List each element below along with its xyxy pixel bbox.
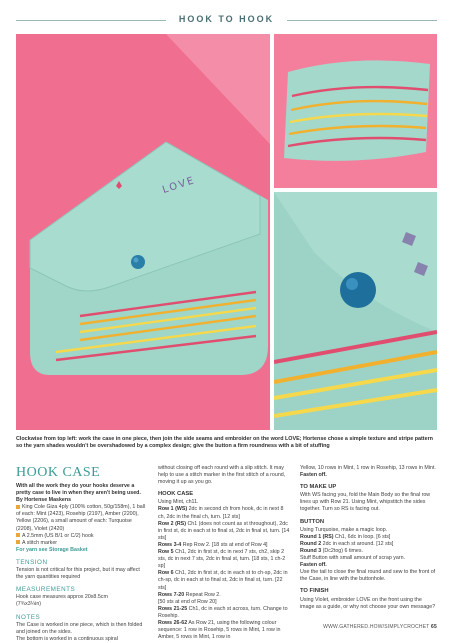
hook-case-illustration — [16, 34, 270, 430]
pattern-row: Round 2 2dc in each st around. [12 sts] — [300, 540, 394, 547]
pattern-row: Rows 7-20 Repeat Row 2. — [158, 591, 221, 598]
photo-case-closed — [274, 34, 437, 188]
pattern-row: Using Turquoise, make a magic loop. — [300, 526, 388, 533]
pattern-row: Rows 26-62 As Row 21, using the following colour sequence: 1 row in Rosehip, 5 rows in Mint, 1 row in Amber, 5 rows in Mint, 1 row in — [158, 619, 281, 641]
bullet-swatch-icon — [16, 540, 20, 544]
pattern-row: Row 1 (WS) 2dc in second ch from hook, dc in next 8 ch, 2dc in the final ch, turn. [12 sts] — [158, 506, 284, 520]
column-lead: without closing off each round with a slip stitch. It may help to use a stitch marker in the first stitch of a round, moving it up as you go. — [158, 465, 286, 486]
measurements-text: Hook case measures approx 20x8.5cm — [16, 594, 108, 601]
notes-text-2: The bottom is worked in a continuous spiral — [16, 635, 118, 642]
tension-heading: TENSION — [16, 558, 48, 566]
header-rule-right — [287, 20, 437, 21]
measurements-heading: MEASUREMENTS — [16, 586, 76, 594]
column-2 — [158, 465, 290, 641]
pattern-row: Row 2 (RS) Ch1 (does not count as st throughout), 2dc in first st, dc in each st to final st, 2dc in final st, turn. [14 sts] — [158, 520, 290, 541]
notes-heading: NOTES — [16, 613, 41, 621]
pattern-row: Using Mint, ch11. — [158, 499, 199, 506]
page-header — [0, 14, 453, 28]
material-item: A stitch marker — [16, 540, 147, 547]
material-item: A 2.5mm (US B/1 or C/2) hook — [16, 533, 147, 540]
column-3 — [300, 465, 437, 611]
photo-caption: Clockwise from top left: work the case in one piece, then join the side seams and embroider on the word LOVE; Hortense chose a simple texture and stripe pattern so the yarn shades wouldn't be overshadowed by a complex design; give the button a firm roundness with a bit of stuffing — [16, 436, 433, 450]
to-finish-heading: TO FINISH — [300, 588, 329, 595]
fasten-off: Fasten off. — [300, 562, 327, 569]
embroidered-word-love: LOVE — [161, 175, 197, 196]
material-item: King Cole Giza 4ply (100% cotton, 50g/158m), 1 ball of each: Mint (2423), Rosehip (2197), Amber (2200), Yellow (2206), a small amount of each: Turquoise (2208), Violet (2420) — [16, 504, 146, 532]
pattern-row: Stuff Button with small amount of scrap yarn. — [300, 555, 406, 562]
button-closeup-illustration — [274, 192, 437, 430]
make-up-heading: TO MAKE UP — [300, 484, 337, 491]
column-1 — [16, 465, 147, 643]
measurements-imperial: (7¾x3¼in) — [16, 601, 42, 608]
to-finish-text: Using Violet, embroider LOVE on the front using the image as a guide, or why not choose your own message? — [300, 596, 436, 610]
pattern-row: Round 3 (Dc2tog) 6 times. — [300, 547, 363, 554]
yarn-link: For yarn see Storage Basket — [16, 546, 88, 553]
pattern-row: Round 1 (RS) Ch1, 6dc in loop. [6 sts] — [300, 533, 391, 540]
case-closed-illustration — [274, 34, 437, 188]
pattern-row: Rows 3-4 Rep Row 2. [18 sts at end of Row 4] — [158, 541, 268, 548]
pattern-intro: With all the work they do your hooks deserve a pretty case to live in when they aren't being used. By Hortense Maskens — [16, 483, 141, 504]
pattern-row: Rows 21-25 Ch1, dc in each st across, turn. Change to Rosehip. — [158, 605, 288, 619]
pattern-row: Row 5 Ch1, 2dc in first st, dc in next 7 sts, ch2, skip 2 sts, dc in next 7 sts, 2dc in final st, turn. [18 sts, 1 ch-2 sp] — [158, 549, 286, 570]
pattern-row: [50 sts at end of Row 20] — [158, 598, 217, 605]
pattern-row: Row 6 Ch1, 2dc in first st, dc in each st to ch-sp, 2dc in ch-sp, dc in each st to final st, 2dc in final st, turn. [22 sts] — [158, 570, 288, 591]
hook-case-heading: HOOK CASE — [158, 491, 194, 498]
page-footer — [323, 624, 437, 630]
notes-text-1: The Case is worked in one piece, which is then folded and joined on the sides. — [16, 621, 143, 635]
section-title: HOOK TO HOOK — [178, 14, 275, 24]
pattern-title: HOOK CASE — [16, 465, 101, 480]
bullet-swatch-icon — [16, 533, 20, 537]
footer-url: WWW.GATHERED.HOW/SIMPLYCROCHET — [323, 624, 430, 630]
page-number: 65 — [431, 624, 437, 630]
button-heading: BUTTON — [300, 518, 325, 525]
tension-text: Tension is not critical for this project, but it may affect the yarn quantities required — [16, 567, 140, 581]
photo-button-closeup — [274, 192, 437, 430]
column-lead: Yellow, 10 rows in Mint, 1 row in Rosehip, 13 rows in Mint. — [300, 465, 436, 471]
make-up-text: With WS facing you, fold the Main Body so the final row lines up with Row 21. Using Mint, whipstitch the sides together. Turn so RS is facing out. — [300, 492, 431, 513]
bullet-swatch-icon — [16, 505, 20, 509]
fasten-off: Fasten off. — [300, 472, 327, 479]
button-finish-text: Use the tail to close the final round and sew to the front of the Case, in line with the buttonhole. — [300, 569, 436, 583]
photo-hook-case — [16, 34, 270, 430]
